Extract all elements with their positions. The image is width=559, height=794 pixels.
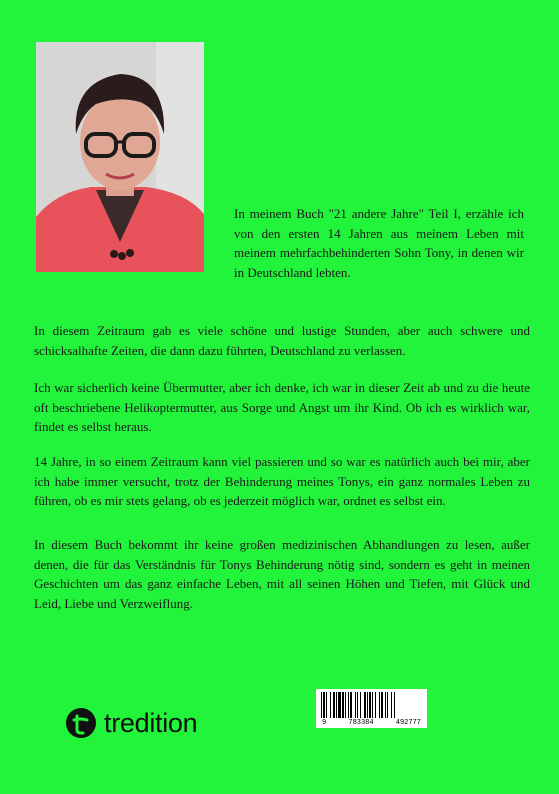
- publisher-name: tredition: [104, 707, 198, 738]
- barcode-bar: [333, 692, 335, 718]
- barcode-right-digits: 492777: [395, 719, 421, 727]
- intro-text: In meinem Buch "21 andere Jahre" Teil I, erzähle ich von den ersten 14 Jahren aus meinem Leben mit meinem mehrfachbehinderten Sohn Tony, in denen wir in Deutschland lebten.: [234, 206, 524, 280]
- barcode-bar: [350, 692, 352, 718]
- author-photo: [36, 42, 204, 272]
- barcode-bar: [323, 692, 325, 718]
- barcode-bar: [321, 692, 322, 718]
- barcode-bars: [321, 692, 422, 718]
- barcode-bar: [330, 692, 331, 718]
- barcode-bar: [364, 692, 366, 718]
- isbn-barcode: [316, 689, 427, 728]
- barcode-bar: [375, 692, 376, 718]
- barcode-bar: [385, 692, 386, 718]
- paragraph-time-period: In diesem Zeitraum gab es viele schöne und lustige Stunden, aber auch schwere und schicksalhafte Zeiten, die dann dazu führten, Deutschland zu verlassen.: [34, 323, 530, 358]
- barcode-bar: [348, 692, 349, 718]
- barcode-bar: [387, 692, 388, 718]
- barcode-bar: [326, 692, 327, 718]
- author-portrait-image: [36, 42, 204, 272]
- barcode-bar: [391, 692, 392, 718]
- barcode-left-digits: 783384: [348, 719, 374, 727]
- barcode-bar: [381, 692, 383, 718]
- barcode-bar: [338, 692, 341, 718]
- tredition-logo-icon: [66, 708, 96, 738]
- barcode-bar: [345, 692, 346, 718]
- barcode-first-digit: 9: [322, 719, 327, 727]
- barcode-bar: [379, 692, 380, 718]
- barcode-bar: [357, 692, 358, 718]
- barcode-bar: [360, 692, 361, 718]
- barcode-bar: [342, 692, 344, 718]
- paragraph-simple-life: In diesem Buch bekommt ihr keine großen medizinischen Abhandlungen zu lesen, außer denen, die für das Verständnis für Tonys Behinderung nötig sind, sondern es geht in meinen Geschichten um das ganz einfache Leben, mit all seinen Höhen und Tiefen, mit Glück und Leid, Liebe und Verzweiflung.: [34, 537, 530, 611]
- barcode-bar: [372, 692, 373, 718]
- barcode-digits: [321, 719, 422, 727]
- paragraph-helicopter-mother: Ich war sicherlich keine Übermutter, aber ich denke, ich war in dieser Zeit ab und zu die heute oft beschriebene Helikoptermutter, aus Sorge und Angst um ihr Kind. Ob ich es wirklich war, findet es selbst heraus.: [34, 380, 530, 434]
- barcode-bar: [336, 692, 337, 718]
- barcode-bar: [369, 692, 371, 718]
- barcode-bar: [394, 692, 395, 718]
- barcode-bar: [367, 692, 368, 718]
- barcode-bar: [355, 692, 356, 718]
- paragraph-fourteen-years: 14 Jahre, in so einem Zeitraum kann viel passieren und so war es natürlich auch bei mir, aber ich habe immer versucht, trotz der Behinderung meines Tonys, ein ganz normales Leben zu führen, ob es mir stets gelang, ob es jederzeit möglich war, ordnet es selbst ein.: [34, 454, 530, 508]
- publisher-logo: [66, 706, 197, 740]
